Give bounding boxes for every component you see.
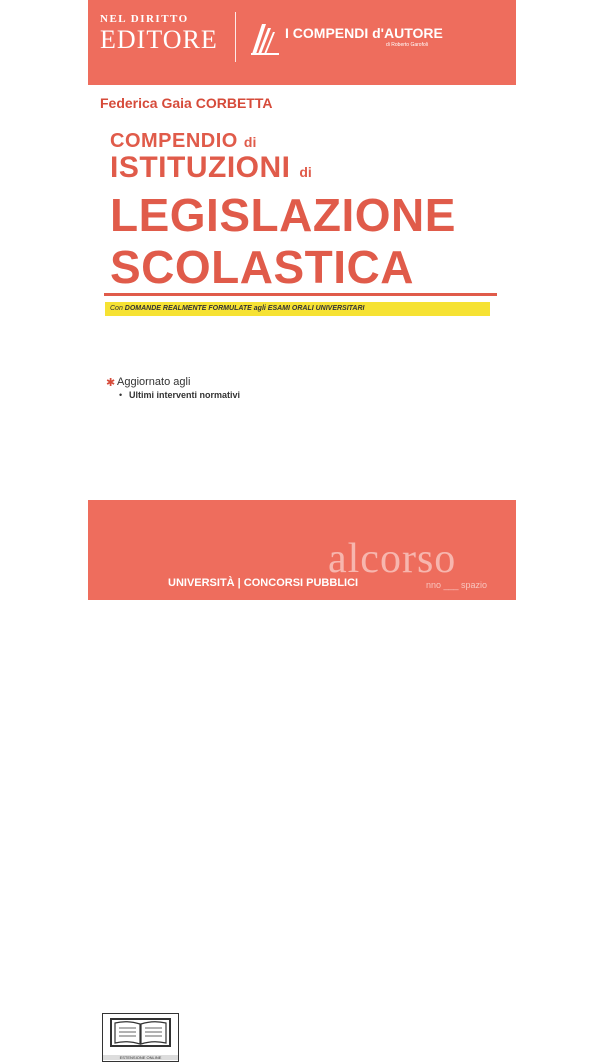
update-item-text: Ultimi interventi normativi	[129, 390, 241, 400]
banner-text: DOMANDE REALMENTE FORMULATE agli ESAMI ORALI UNIVERSITARI	[124, 305, 365, 312]
book-cover	[88, 0, 516, 1060]
title-istituzioni: ISTITUZIONI	[110, 151, 291, 184]
publisher-logo	[100, 13, 226, 65]
title-di-2: di	[299, 164, 312, 180]
top-band	[88, 0, 516, 85]
online-extension-badge	[102, 1013, 179, 1062]
banner-prefix: Con	[110, 305, 123, 312]
star-bullet-icon: ✱	[106, 377, 116, 389]
title-line-2	[110, 151, 312, 185]
edition-year: IV EDIZIONE | 2020	[342, 1023, 460, 1038]
title-scolastica: SCOLASTICA	[110, 241, 414, 293]
title-compendio: COMPENDIO	[110, 130, 238, 152]
series-title: I COMPENDI d'AUTORE	[285, 25, 443, 41]
questions-banner	[105, 302, 490, 316]
logo-divider	[235, 12, 236, 62]
audience-footer: UNIVERSITÀ | CONCORSI PUBBLICI	[168, 577, 359, 589]
watermark-brand: alcorso	[328, 536, 457, 582]
title-rule	[104, 293, 497, 296]
author-name: Federica Gaia CORBETTA	[100, 95, 273, 111]
series-subtitle: di Roberto Garofoli	[386, 42, 428, 48]
publisher-name: EDITORE	[100, 25, 218, 54]
book-stack-icon	[248, 20, 284, 58]
dot-bullet-icon: •	[119, 390, 123, 400]
update-lead-text: Aggiornato agli	[117, 376, 191, 388]
open-book-icon	[105, 1016, 176, 1050]
watermark-tagline: nno ___ spazio	[426, 580, 488, 590]
title-legislazione: LEGISLAZIONE	[110, 189, 456, 241]
online-extension-label: ESTENSIONE ONLINE	[103, 1055, 178, 1060]
title-di-1: di	[243, 134, 257, 150]
publisher-top-text: NEL DIRITTO	[100, 13, 189, 25]
title-line-1	[110, 130, 256, 153]
